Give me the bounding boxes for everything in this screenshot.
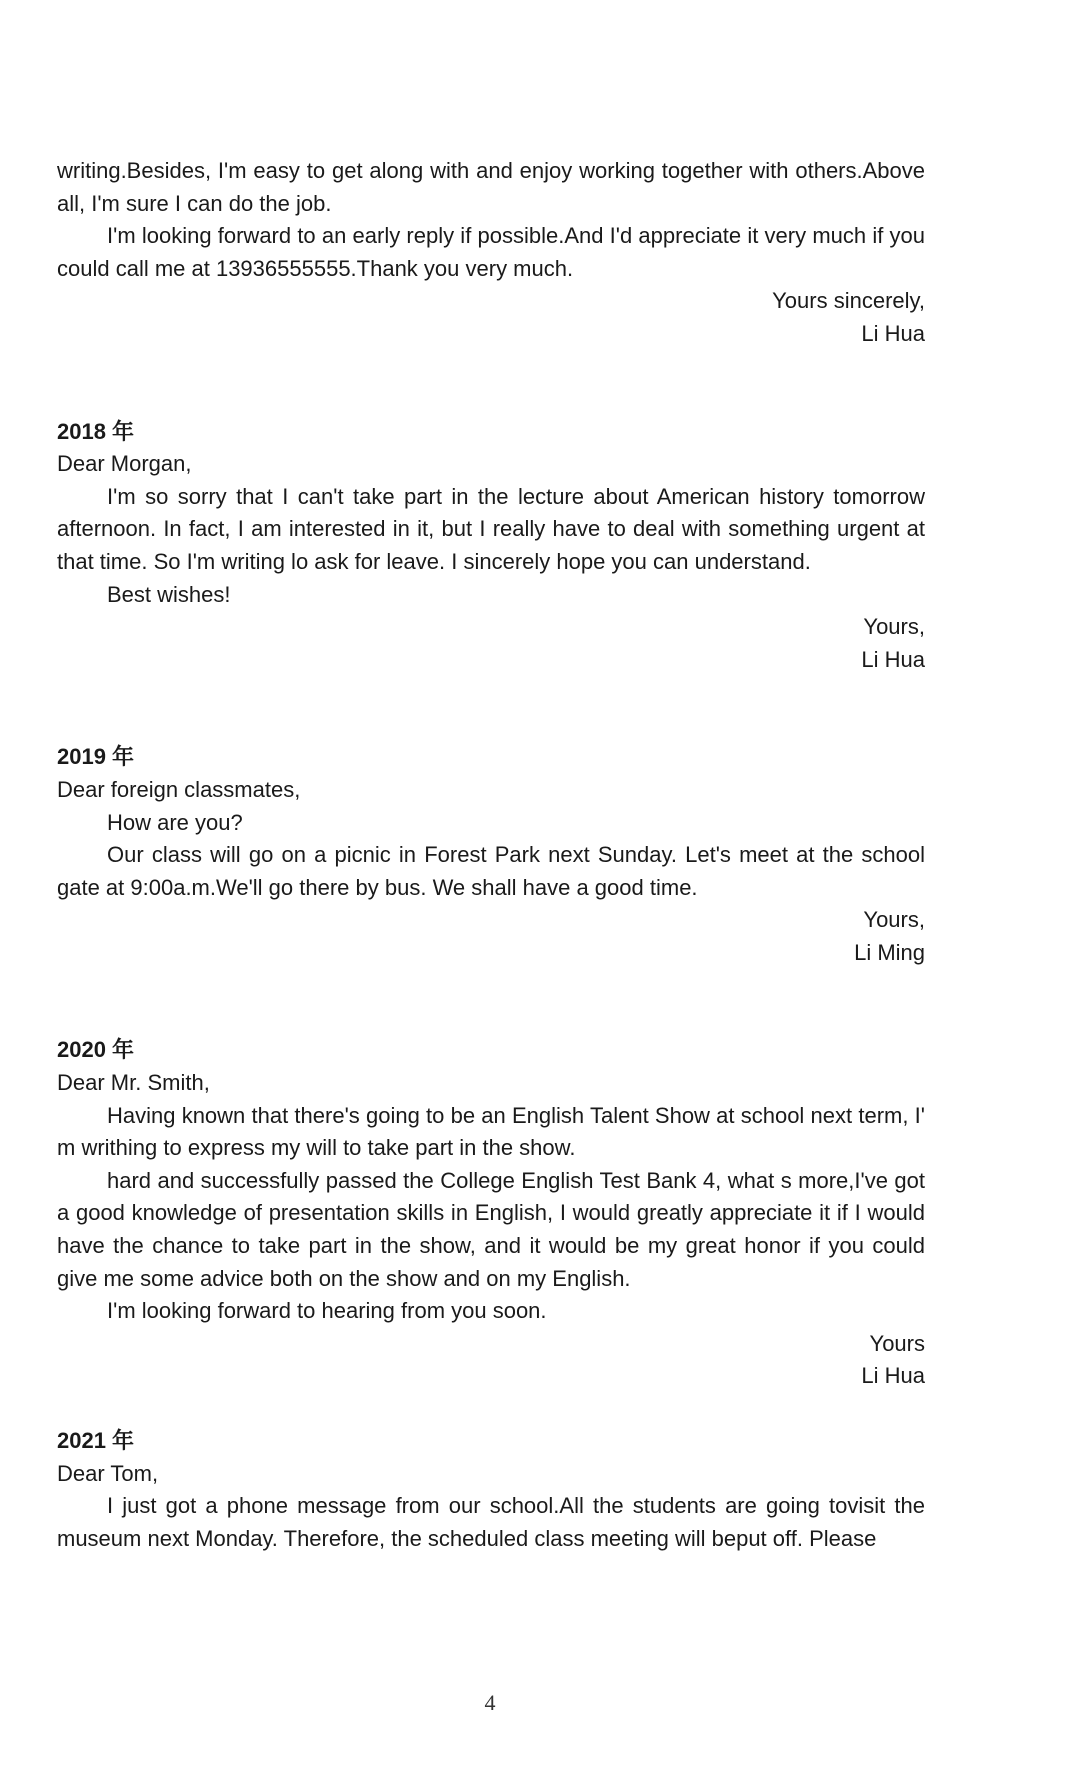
letter-2018 [57, 416, 925, 677]
signature: Li Ming [854, 939, 925, 965]
greeting: Dear foreign classmates, [57, 776, 301, 802]
closing: Yours sincerely, [772, 288, 925, 314]
paragraph: hard and successfully passed the College English Test Bank 4, what s more,I've got a good knowledge of presentation skills in English, I would greatly appreciate it if I would have the chance to take part in the show, and it would be my great honor if you could give me some advice both on the show and on my English. [57, 1167, 925, 1291]
greeting: Dear Tom, [57, 1460, 159, 1486]
section-year: 2020 年 [57, 1037, 135, 1063]
letter-2021 [57, 1425, 925, 1555]
paragraph: I just got a phone message from our school.All the students are going tovisit the museum next Monday. Therefore, the scheduled class meeting will beput off. Please [57, 1493, 925, 1551]
closing: Yours [869, 1330, 925, 1356]
page-number: 4 [484, 1690, 496, 1715]
document-page [57, 155, 925, 1555]
signature: Li Hua [861, 1363, 925, 1389]
closing: Yours, [863, 907, 925, 933]
paragraph: How are you? [107, 809, 243, 835]
paragraph: writing.Besides, I'm easy to get along with and enjoy working together with others.Above all, I'm sure I can do the job. [57, 158, 925, 216]
closing: Yours, [863, 614, 925, 640]
signature: Li Hua [861, 646, 925, 672]
paragraph: Best wishes! [107, 581, 231, 607]
letter-2020 [57, 1034, 925, 1393]
paragraph: I'm looking forward to an early reply if possible.And I'd appreciate it very much if you could call me at 13936555555.Thank you very much. [57, 223, 925, 281]
letter-continuation [57, 155, 925, 351]
letter-2019 [57, 741, 925, 969]
signature: Li Hua [861, 320, 925, 346]
greeting: Dear Morgan, [57, 451, 192, 477]
section-year: 2019 年 [57, 744, 135, 770]
section-year: 2018 年 [57, 418, 135, 444]
greeting: Dear Mr. Smith, [57, 1070, 210, 1096]
paragraph: I'm looking forward to hearing from you soon. [107, 1298, 547, 1324]
paragraph: Having known that there's going to be an English Talent Show at school next term, I' m writhing to express my will to take part in the show. [57, 1102, 925, 1161]
paragraph: I'm so sorry that I can't take part in the lecture about American history tomorrow afternoon. In fact, I am interested in it, but I really have to deal with something urgent at that time. So I'm writing lo ask for leave. I sincerely hope you can understand. [57, 483, 925, 574]
section-year: 2021 年 [57, 1428, 135, 1453]
paragraph: Our class will go on a picnic in Forest Park next Sunday. Let's meet at the school gate at 9:00a.m.We'll go there by bus. We shall have a good time. [57, 842, 925, 900]
